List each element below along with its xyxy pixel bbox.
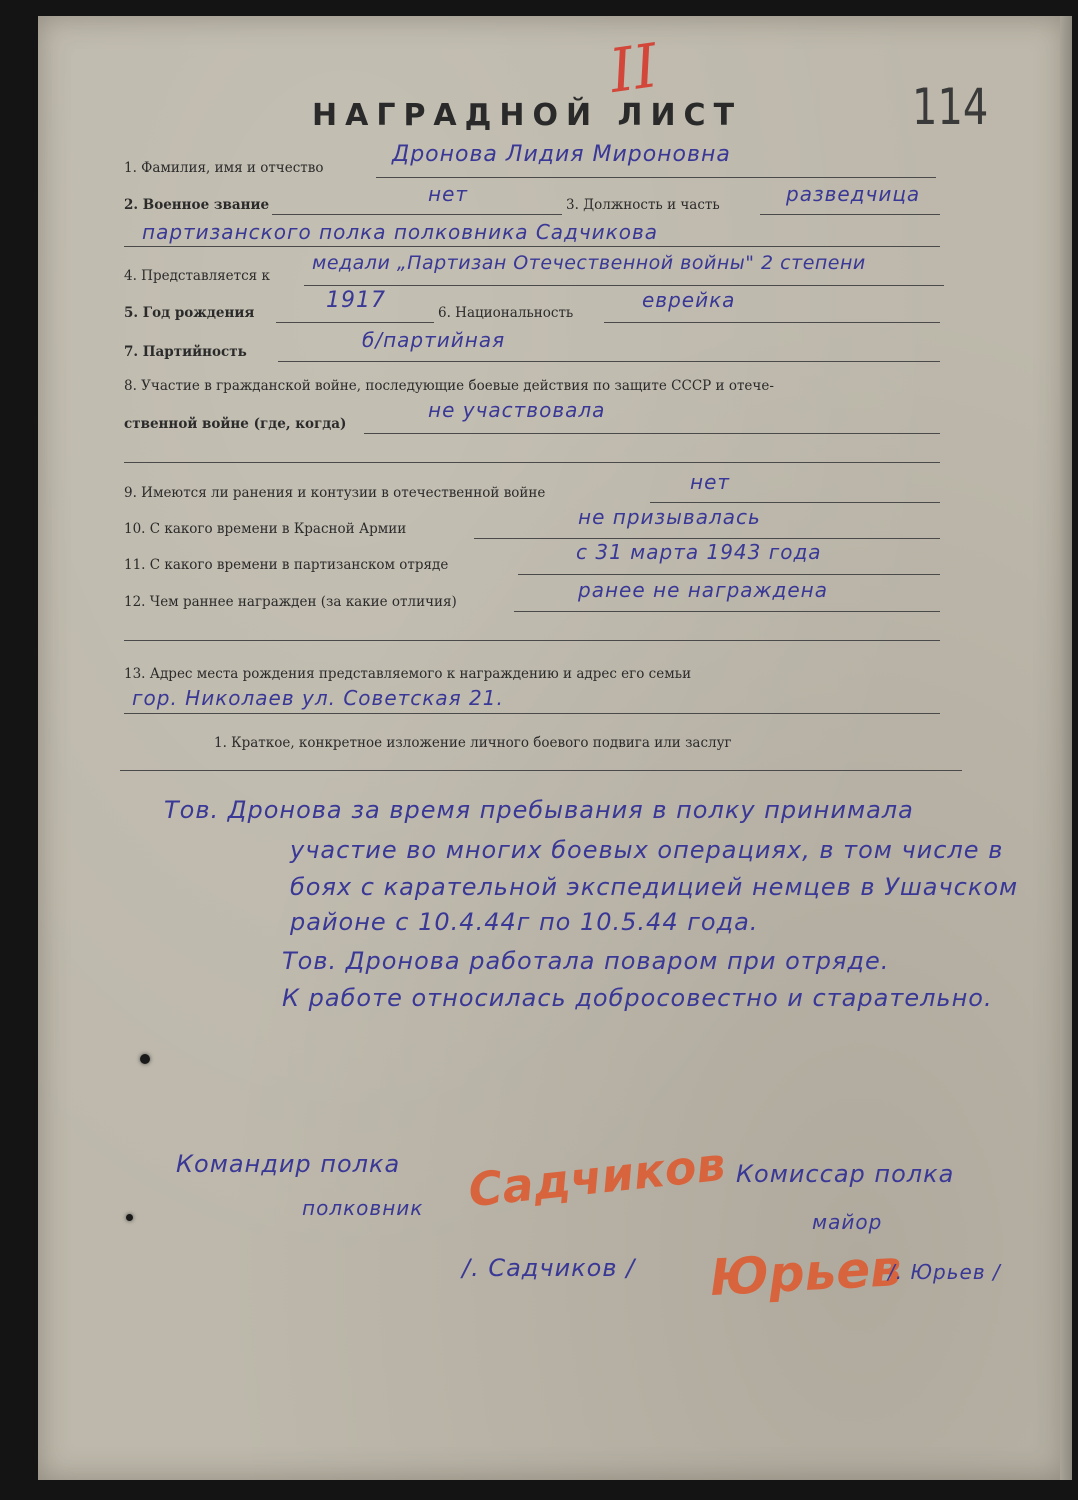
punch-hole [140, 1054, 150, 1064]
field-8-line-2 [124, 462, 940, 463]
field-3-line [760, 214, 940, 215]
field-3-value-cont: партизанского полка полковника Садчикова [142, 220, 659, 244]
paper-edge [1060, 16, 1072, 1480]
field-11-label: 11. С какого времени в партизанском отряде [124, 557, 449, 573]
field-3-value: разведчица [786, 182, 921, 206]
field-12-label: 12. Чем раннее награжден (за какие отличия) [124, 594, 457, 610]
narrative-line-3: боях с карательной экспедицией немцев в Ушачском [290, 873, 1019, 901]
field-5-label: 5. Год рождения [124, 305, 255, 321]
field-12-line [514, 611, 940, 612]
commander-title-2: полковник [302, 1196, 424, 1220]
field-5-value: 1917 [326, 288, 386, 313]
field-2-label: 2. Военное звание [124, 197, 270, 213]
field-3-label: 3. Должность и часть [566, 197, 720, 213]
field-11-line [518, 574, 940, 575]
field-9-value: нет [690, 470, 731, 494]
document-title: НАГРАДНОЙ ЛИСТ [312, 98, 743, 133]
commissar-title-2: майор [812, 1210, 883, 1234]
field-4-value: медали „Партизан Отечественной войны" 2 степени [312, 252, 866, 274]
field-12-line-2 [124, 640, 940, 641]
section-heading: 1. Краткое, конкретное изложение личного боевого подвига или заслуг [214, 735, 732, 751]
field-9-label: 9. Имеются ли ранения и контузии в отечественной войне [124, 485, 546, 501]
commander-signature: Садчиков [465, 1136, 728, 1218]
field-6-value: еврейка [642, 288, 736, 312]
field-1-value: Дронова Лидия Мироновна [392, 142, 731, 167]
narrative-line-4: районе с 10.4.44г по 10.5.44 года. [290, 908, 759, 936]
commissar-name: /. Юрьев / [888, 1260, 1001, 1284]
red-pencil-mark: II [605, 31, 663, 107]
commander-name: /. Садчиков / [462, 1254, 636, 1282]
field-2-line [272, 214, 562, 215]
section-line [120, 770, 962, 771]
field-10-value: не призывалась [578, 505, 761, 529]
field-8-label-b: ственной войне (где, когда) [124, 416, 347, 432]
field-7-line [278, 361, 940, 362]
field-3-line-2 [124, 246, 940, 247]
field-13-value: гор. Николаев ул. Советская 21. [132, 686, 504, 710]
field-13-label: 13. Адрес места рождения представляемого к награждению и адрес его семьи [124, 666, 692, 682]
field-8-value: не участвовала [428, 398, 606, 422]
field-1-line [376, 177, 936, 178]
narrative-line-5: Тов. Дронова работала поваром при отряде. [282, 947, 890, 975]
field-10-line [474, 538, 940, 539]
narrative-line-2: участие во многих боевых операциях, в том числе в [290, 836, 1004, 864]
narrative-line-6: К работе относилась добросовестно и старательно. [282, 984, 993, 1012]
field-7-value: б/партийная [362, 328, 506, 352]
field-10-label: 10. С какого времени в Красной Армии [124, 521, 407, 537]
field-8-line [364, 433, 940, 434]
commissar-signature: Юрьев [708, 1239, 904, 1307]
field-4-label: 4. Представляется к [124, 268, 270, 284]
field-9-line [650, 502, 940, 503]
field-12-value: ранее не награждена [578, 578, 829, 602]
sheet-number: 114 [912, 78, 989, 136]
field-2-value: нет [428, 182, 469, 206]
commander-title-1: Командир полка [176, 1150, 401, 1178]
commissar-title-1: Комиссар полка [736, 1160, 955, 1188]
punch-hole [126, 1214, 133, 1221]
field-1-label: 1. Фамилия, имя и отчество [124, 160, 324, 176]
field-11-value: с 31 марта 1943 года [576, 540, 822, 564]
field-7-label: 7. Партийность [124, 344, 247, 360]
field-5-line [276, 322, 434, 323]
field-13-line [124, 713, 940, 714]
field-6-label: 6. Национальность [438, 305, 574, 321]
field-4-line [304, 285, 944, 286]
narrative-line-1: Тов. Дронова за время пребывания в полку принимала [164, 796, 914, 824]
field-6-line [604, 322, 940, 323]
field-8-label-a: 8. Участие в гражданской войне, последующие боевые действия по защите СССР и отече- [124, 378, 774, 394]
